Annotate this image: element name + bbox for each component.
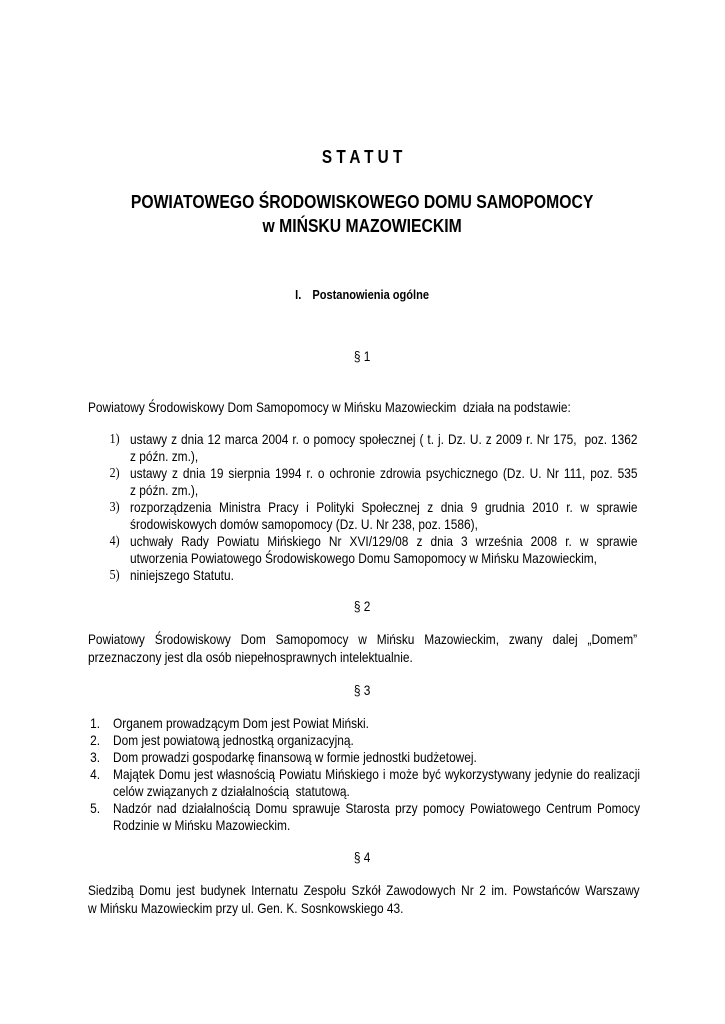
provision-line: Rodzinie w Mińsku Mazowieckim.: [113, 817, 291, 833]
legal-basis-number: 1): [109, 432, 120, 447]
section-1-intro: Powiatowy Środowiskowy Dom Samopomocy w Mińsku Mazowieckim działa na podstawie:: [87, 399, 571, 415]
provision-line: celów związanych z działalnością statutową.: [113, 783, 350, 799]
legal-basis-line: ustawy z dnia 19 sierpnia 1994 r. o ochronie zdrowia psychicznego (Dz. U. Nr 111, poz. 535: [130, 465, 638, 481]
institution-name-line-2: w MIŃSKU MAZOWIECKIM: [262, 215, 462, 236]
provision-number: 2.: [90, 732, 101, 748]
legal-basis-line: niniejszego Statutu.: [130, 567, 234, 583]
document-title: S T A T U T: [321, 147, 403, 167]
chapter-title: Postanowienia ogólne: [312, 287, 430, 302]
provision-line: Nadzór nad działalnością Domu sprawuje Starosta przy pomocy Powiatowego Centrum Pomocy: [113, 800, 641, 816]
provision-number: 4.: [90, 766, 101, 782]
chapter-number: I.: [295, 287, 302, 302]
provision-number: 5.: [90, 800, 101, 816]
section-mark-3: § 3: [353, 682, 371, 698]
provision-line: Organem prowadzącym Dom jest Powiat Miński.: [113, 715, 369, 731]
section-2-line: przeznaczony jest dla osób niepełnosprawnych intelektualnie.: [87, 649, 413, 665]
provision-number: 3.: [90, 749, 101, 765]
legal-basis-number: 3): [109, 500, 120, 515]
chapter-heading: [0, 286, 724, 303]
section-mark-2: § 2: [353, 598, 371, 614]
section-4-line: Siedzibą Domu jest budynek Internatu Zespołu Szkół Zawodowych Nr 2 im. Powstańców Warszawy: [87, 882, 640, 898]
provision-line: Dom prowadzi gospodarkę finansową w formie jednostki budżetowej.: [113, 749, 477, 765]
legal-basis-line: środowiskowych domów samopomocy (Dz. U. Nr 238, poz. 1586),: [130, 516, 478, 532]
section-mark-1: § 1: [353, 348, 371, 364]
institution-name-line-1: POWIATOWEGO ŚRODOWISKOWEGO DOMU SAMOPOMOCY: [130, 191, 594, 212]
provision-line: Dom jest powiatową jednostką organizacyjną.: [113, 732, 354, 748]
section-4-line: w Mińsku Mazowieckim przy ul. Gen. K. Sosnkowskiego 43.: [87, 900, 404, 916]
legal-basis-line: z późn. zm.),: [130, 448, 199, 464]
legal-basis-number: 2): [109, 466, 120, 481]
legal-basis-line: uchwały Rady Powiatu Mińskiego Nr XVI/129/08 z dnia 3 września 2008 r. w sprawie: [130, 533, 638, 549]
provision-line: Majątek Domu jest własnością Powiatu Mińskiego i może być wykorzystywany jedynie do realizacji: [113, 766, 641, 782]
legal-basis-line: ustawy z dnia 12 marca 2004 r. o pomocy społecznej ( t. j. Dz. U. z 2009 r. Nr 175, poz. 1362: [130, 431, 638, 447]
section-mark-4: § 4: [353, 849, 371, 865]
legal-basis-number: 4): [109, 534, 120, 549]
provision-number: 1.: [90, 715, 101, 731]
legal-basis-line: rozporządzenia Ministra Pracy i Polityki Społecznej z dnia 9 grudnia 2010 r. w sprawie: [130, 499, 638, 515]
section-2-line: Powiatowy Środowiskowy Dom Samopomocy w Mińsku Mazowieckim, zwany dalej „Domem”: [87, 631, 638, 647]
legal-basis-number: 5): [109, 568, 120, 583]
legal-basis-line: z późn. zm.),: [130, 482, 199, 498]
legal-basis-line: utworzenia Powiatowego Środowiskowego Domu Samopomocy w Mińsku Mazowieckim,: [130, 550, 597, 566]
